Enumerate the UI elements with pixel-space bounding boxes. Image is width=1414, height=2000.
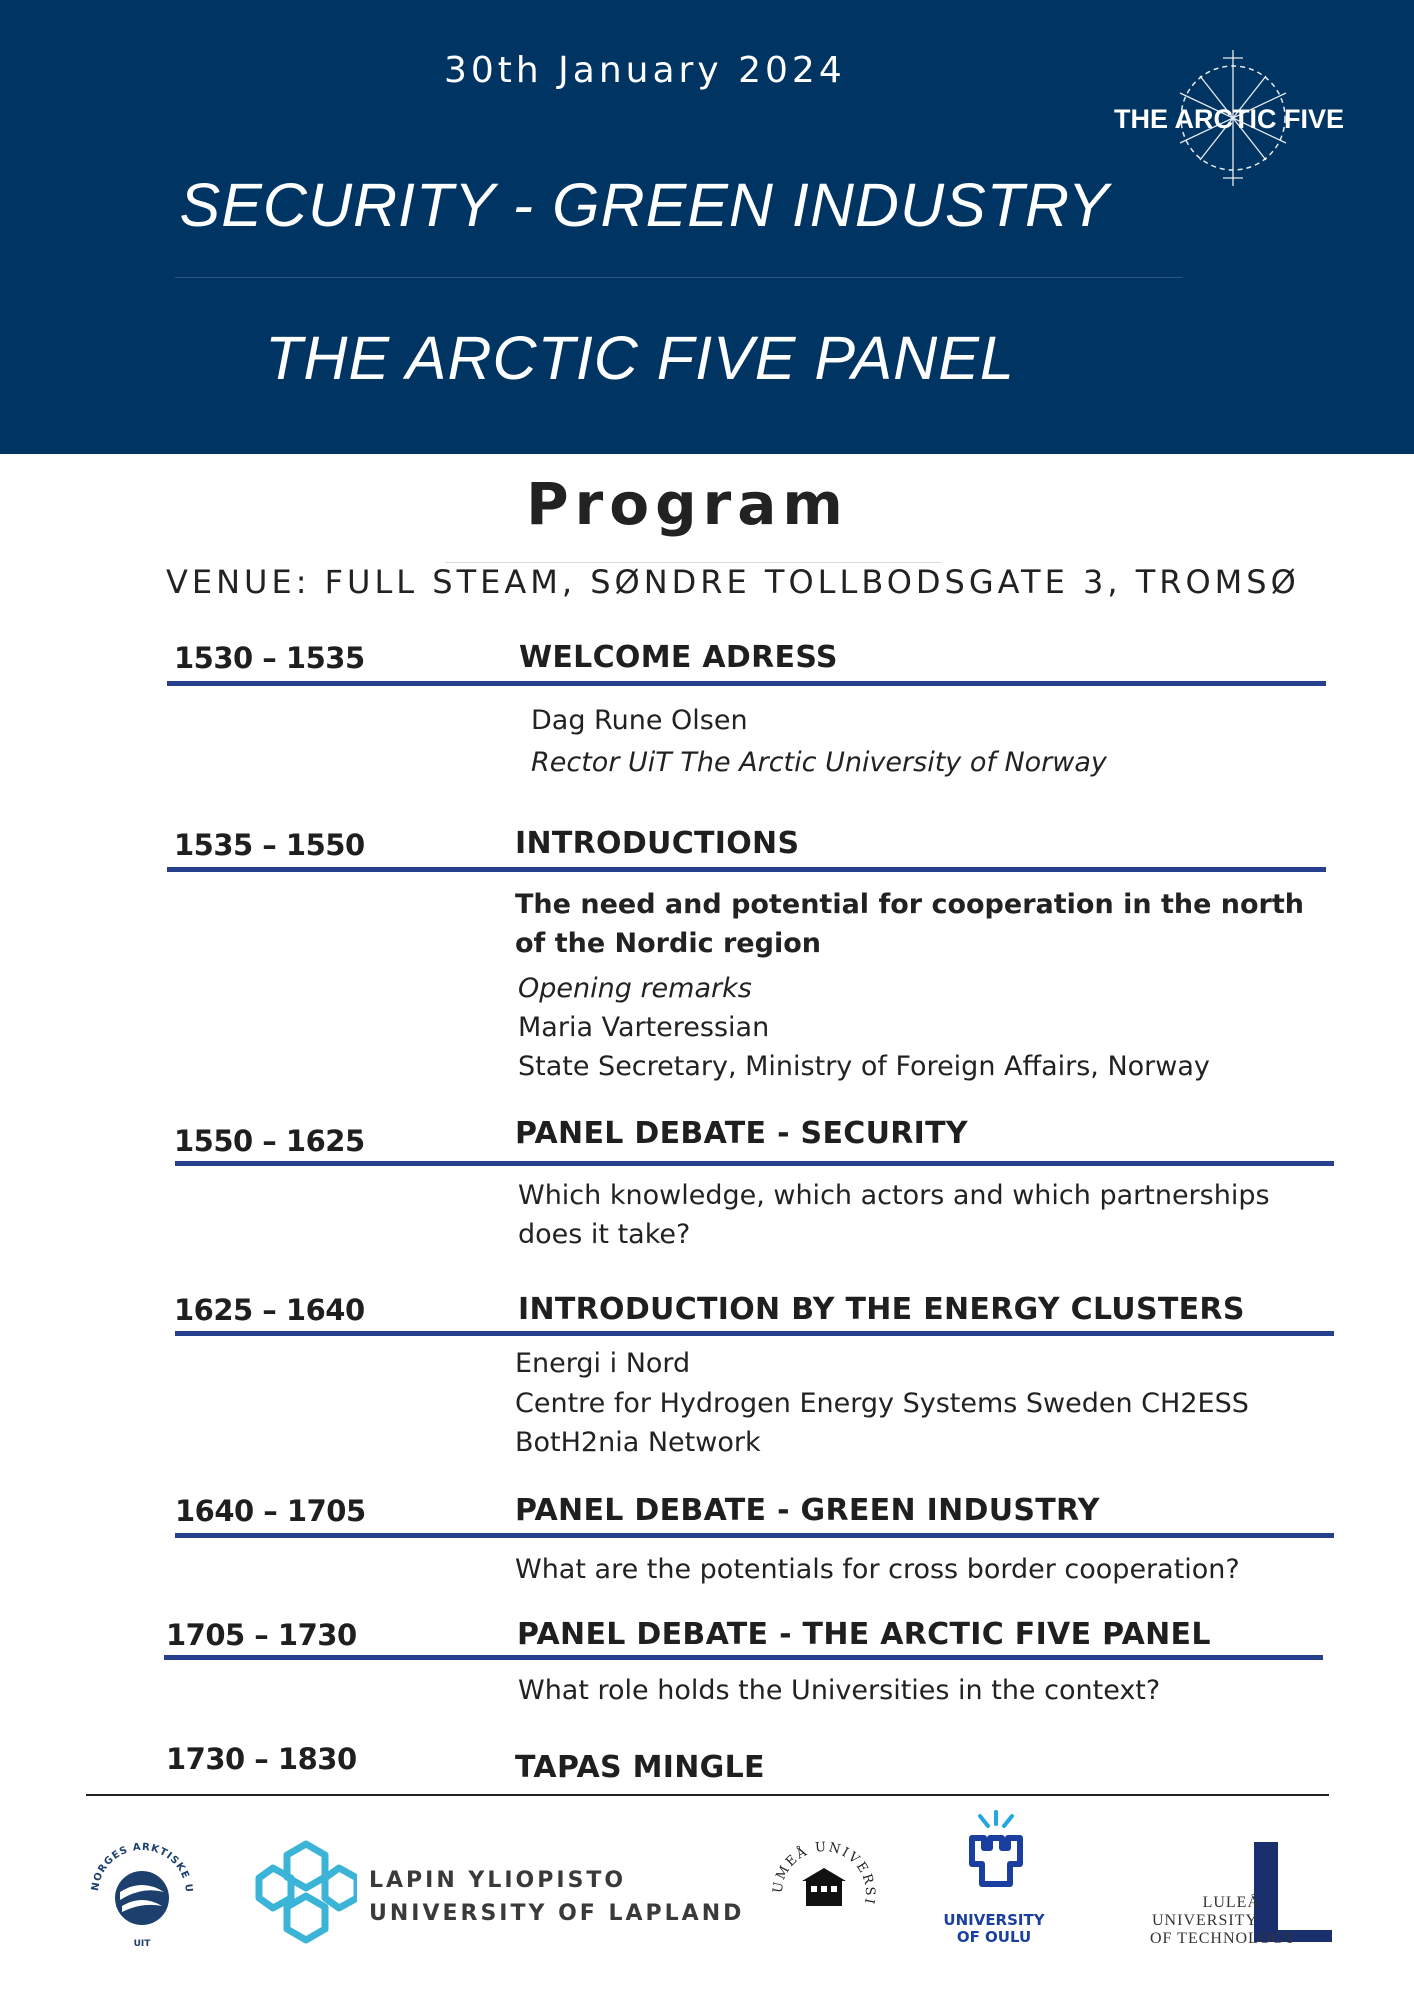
cluster-name: BotH2nia Network	[515, 1427, 761, 1458]
arctic-five-logo-text: THE ARCTIC FIVE	[1114, 104, 1345, 134]
event-title: SECURITY - GREEN INDUSTRY	[179, 171, 1110, 239]
lapland-line2: UNIVERSITY OF LAPLAND	[369, 1901, 745, 1926]
uit-emblem-icon	[82, 1834, 202, 1954]
speaker-name: Maria Varteressian	[518, 1012, 770, 1043]
item-time: 1640 – 1705	[175, 1494, 366, 1528]
item-rule	[164, 1655, 1323, 1660]
topic-line: What are the potentials for cross border cooperation?	[515, 1554, 1240, 1585]
venue: VENUE: FULL STEAM, SØNDRE TOLLBODSGATE 3, TROMSØ	[166, 563, 1300, 601]
item-rule	[167, 681, 1326, 686]
topic-line: does it take?	[518, 1219, 691, 1250]
header-banner	[0, 0, 1414, 454]
item-time: 1530 – 1535	[174, 641, 365, 675]
item-time: 1535 – 1550	[174, 828, 365, 862]
lulea-line1: LULEÅ	[1202, 1894, 1260, 1911]
item-rule	[175, 1331, 1334, 1336]
item-heading: WELCOME ADRESS	[519, 640, 838, 675]
umea-ring-text: UMEÅ UNIVERSI	[770, 1839, 878, 1907]
topic-line: of the Nordic region	[515, 928, 821, 959]
item-heading: INTRODUCTION BY THE ENERGY CLUSTERS	[518, 1292, 1245, 1327]
umea-logo	[766, 1834, 881, 1949]
item-time: 1705 – 1730	[166, 1618, 357, 1652]
lulea-logo	[1126, 1838, 1346, 1948]
session-note: Opening remarks	[518, 973, 752, 1004]
cluster-name: Centre for Hydrogen Energy Systems Sweden CH2ESS	[515, 1388, 1249, 1419]
oulu-tower-icon	[938, 1808, 1050, 1908]
program-title: Program	[526, 470, 849, 538]
item-rule	[175, 1161, 1334, 1166]
item-heading: INTRODUCTIONS	[515, 826, 800, 861]
topic-line: What role holds the Universities in the context?	[518, 1675, 1161, 1706]
speaker-title: Rector UiT The Arctic University of Norway	[531, 747, 1107, 778]
lapland-wordmark	[369, 1864, 744, 1930]
oulu-logo	[938, 1808, 1050, 1948]
item-heading: PANEL DEBATE - SECURITY	[515, 1116, 968, 1151]
item-heading: PANEL DEBATE - THE ARCTIC FIVE PANEL	[517, 1617, 1211, 1652]
topic-line: The need and potential for cooperation in the north	[515, 889, 1304, 920]
item-heading: PANEL DEBATE - GREEN INDUSTRY	[515, 1493, 1100, 1528]
item-rule	[175, 1533, 1334, 1538]
event-subtitle: THE ARCTIC FIVE PANEL	[265, 324, 1015, 392]
speaker-title: State Secretary, Ministry of Foreign Affairs, Norway	[518, 1051, 1210, 1082]
uit-logo	[82, 1834, 202, 1954]
header-divider	[175, 277, 1183, 278]
snowflake-icon	[255, 1838, 357, 1946]
oulu-line2: OF OULU	[956, 1928, 1032, 1946]
uit-bottom-text: UIT	[133, 1939, 151, 1949]
lulea-line3: OF TECHNOLOGY	[1150, 1930, 1297, 1947]
event-date: 30th January 2024	[444, 50, 846, 91]
lapland-line1: LAPIN YLIOPISTO	[369, 1868, 627, 1893]
umea-emblem-icon	[766, 1834, 881, 1949]
item-heading: TAPAS MINGLE	[515, 1750, 765, 1785]
speaker-name: Dag Rune Olsen	[531, 705, 748, 736]
item-time: 1625 – 1640	[174, 1293, 365, 1327]
lulea-line2: UNIVERSITY	[1152, 1912, 1258, 1929]
topic-line: Which knowledge, which actors and which partnerships	[518, 1180, 1270, 1211]
cluster-name: Energi i Nord	[515, 1348, 691, 1379]
item-time: 1730 – 1830	[166, 1742, 357, 1776]
lapland-logo	[255, 1838, 357, 1946]
oulu-line1: UNIVERSITY	[943, 1911, 1045, 1929]
item-time: 1550 – 1625	[174, 1124, 365, 1158]
uit-ring-text: NORGES ARKTISKE U	[89, 1841, 195, 1894]
footer-divider	[86, 1794, 1329, 1796]
item-rule	[167, 867, 1326, 872]
